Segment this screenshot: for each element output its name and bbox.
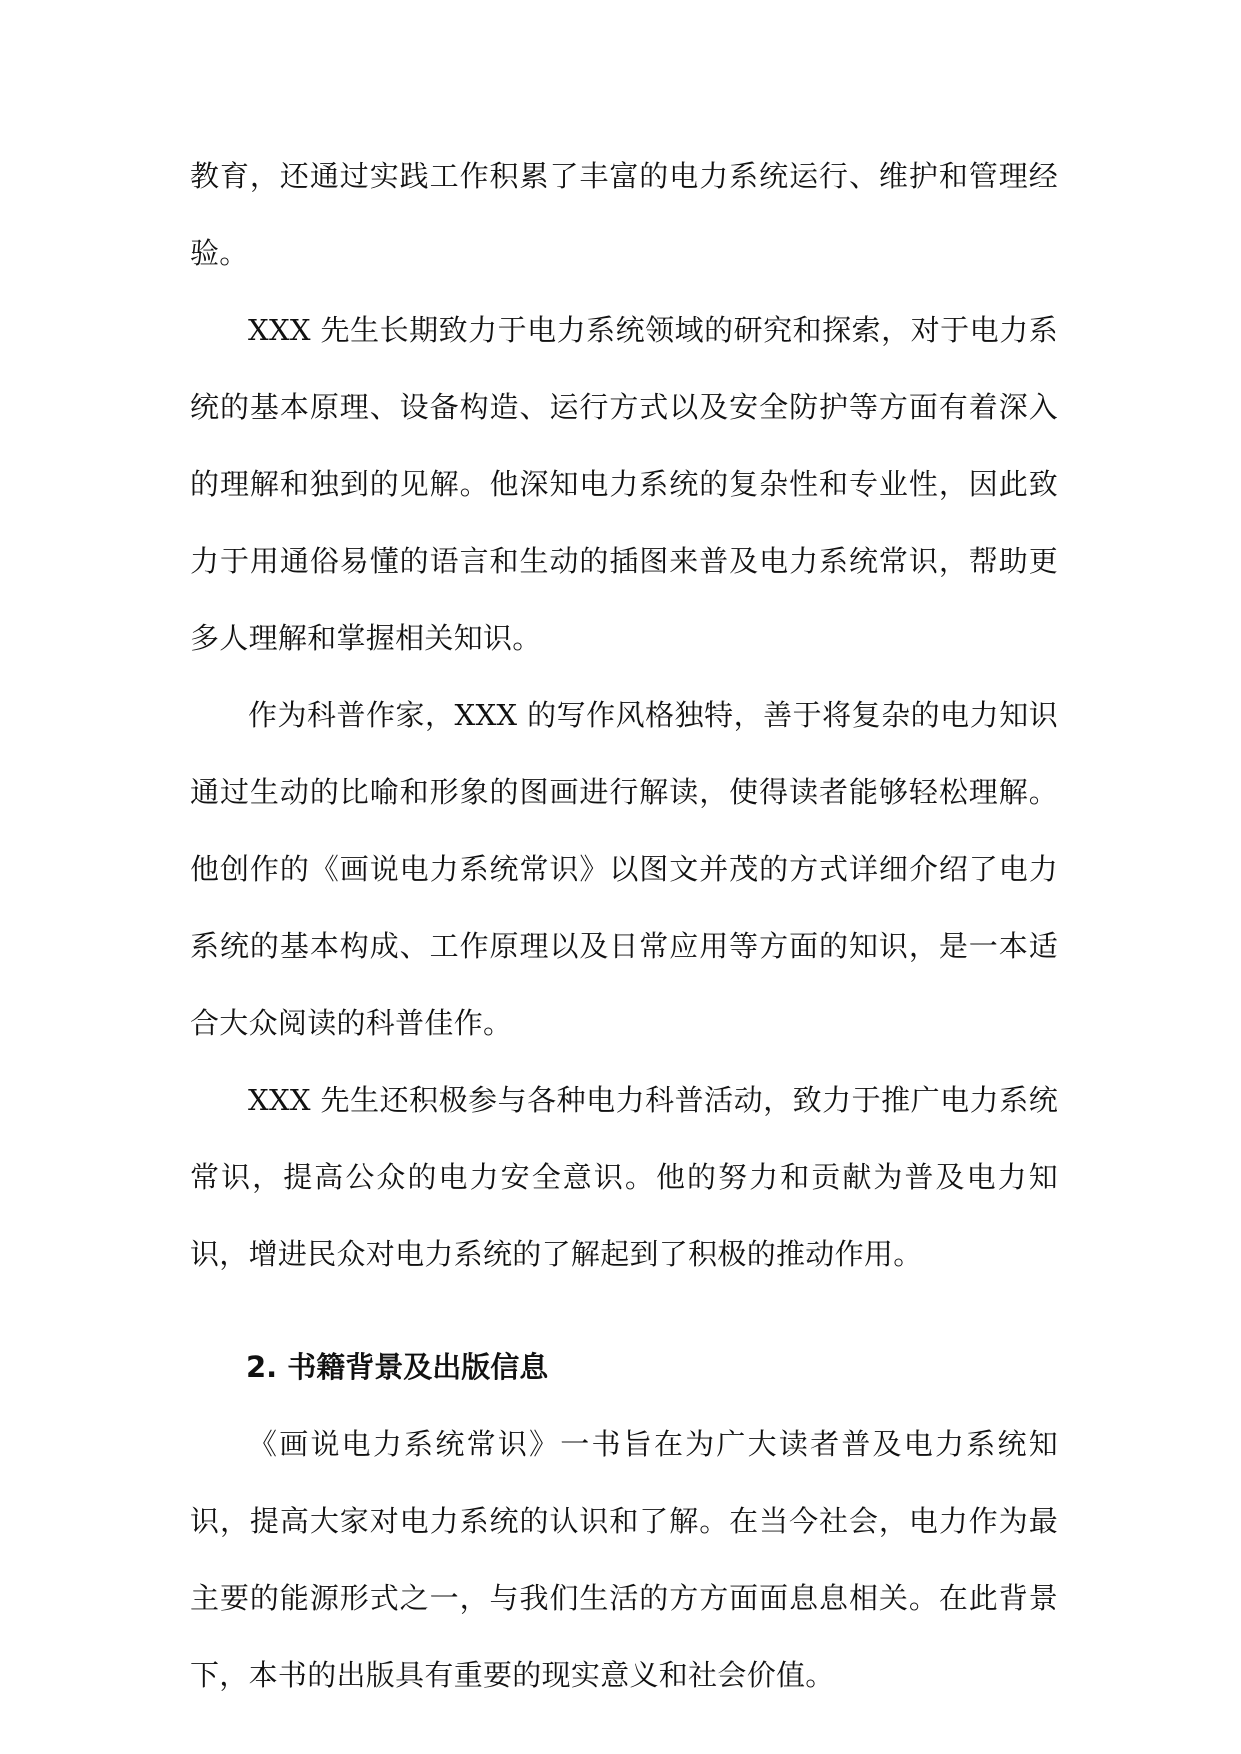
document-body [190, 138, 1058, 1714]
paragraph-author-research: XXX 先生长期致力于电力系统领域的研究和探索，对于电力系统的基本原理、设备构造、运行方式以及安全防护等方面有着深入的理解和独到的见解。他深知电力系统的复杂性和专业性，因此致力于用通俗易懂的语言和生动的插图来普及电力系统常识，帮助更多人理解和掌握相关知识。 [190, 313, 1058, 655]
paragraph-book-background: 《画说电力系统常识》一书旨在为广大读者普及电力系统知识，提高大家对电力系统的认识和了解。在当今社会，电力作为最主要的能源形式之一，与我们生活的方方面面息息相关。在此背景下，本书的出版具有重要的现实意义和社会价值。 [190, 1427, 1058, 1692]
paragraph-author-writing: 作为科普作家，XXX 的写作风格独特，善于将复杂的电力知识通过生动的比喻和形象的图画进行解读，使得读者能够轻松理解。他创作的《画说电力系统常识》以图文并茂的方式详细介绍了电力系统的基本构成、工作原理以及日常应用等方面的知识，是一本适合大众阅读的科普佳作。 [190, 698, 1058, 1040]
paragraph-continued: 教育，还通过实践工作积累了丰富的电力系统运行、维护和管理经验。 [190, 159, 1058, 270]
section-heading: 2. 书籍背景及出版信息 [246, 1350, 549, 1384]
section-spacer [190, 1293, 1058, 1329]
paragraph-author-activities: XXX 先生还积极参与各种电力科普活动，致力于推广电力系统常识，提高公众的电力安全意识。他的努力和贡献为普及电力知识，增进民众对电力系统的了解起到了积极的推动作用。 [190, 1083, 1058, 1271]
